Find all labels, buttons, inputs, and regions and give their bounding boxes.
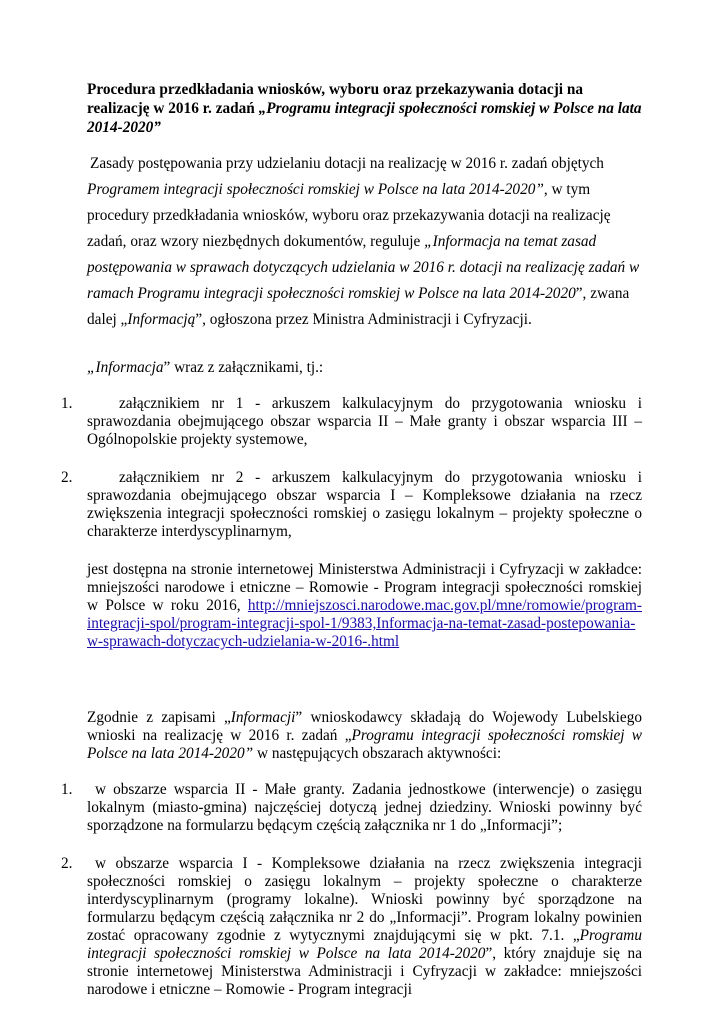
para2-program-name: Programu integracji społeczności romskiej w Polsce na lata 2014-2020” bbox=[87, 727, 643, 762]
intro-informacja-short: Informacją bbox=[127, 311, 196, 328]
list-item-text: w obszarze wsparcia I - Kompleksowe działania na rzecz zwiększenia integracji społeczności romskiej o zasięgu lokalnym – projekty społeczne o charakterze interdyscyplinarnym (programy lokalne). Wnioski powinny być sporządzone na formularzu będącym częścią załącznika nr 2 do „Informacji”. Program lokalny powinien zostać opracowany zgodnie z wytycznymi znajdującymi się w pkt. 7.1. „ bbox=[87, 855, 642, 944]
list-number: 2. bbox=[61, 469, 73, 486]
intro-text-2: , w tym procedury przedkładania wniosków, wyboru oraz przekazywania dotacji na realizację zadań, oraz wzory niezbędnych dokumentów, reguluje bbox=[87, 181, 611, 250]
para2-informacji: Informacji bbox=[230, 709, 296, 726]
intro-text-3: ”, zwana dalej „ bbox=[87, 285, 630, 328]
availability-text: jest dostępna na stronie internetowej Ministerstwa Administracji i Cyfryzacji w zakładce: mniejszości narodowe i etniczne – Romowie - Program integracji społeczności romskiej w Polsce w roku 2016, bbox=[87, 561, 642, 614]
intro-informacja-title: „Informacja na temat zasad postępowania w sprawach dotyczących udzielania w 2016 r. dotacji na realizację zadań w ramach Programu integracji społeczności romskiej w Polsce na lata 2014-2020 bbox=[87, 233, 640, 302]
attachments-list bbox=[61, 395, 642, 541]
title-program-name: „Programu integracji społeczności romskiej w Polsce na lata 2014-2020” bbox=[87, 100, 642, 136]
list-item-text: załącznikiem nr 1 - arkuszem kalkulacyjnym do przygotowania wniosku i sprawozdania obejmującego obszar wsparcia II – Małe granty i obszar wsparcia III – Ogólnopolskie projekty systemowe, bbox=[87, 395, 642, 448]
list-item-program-name: Programu integracji społeczności romskiej w Polsce na lata 2014-2020 bbox=[87, 927, 642, 962]
para2-text-2: ” wnioskodawcy składają do Wojewody Lubelskiego wnioski na realizację w 2016 r. zadań „ bbox=[87, 709, 642, 744]
intro-text-1: Zasady postępowania przy udzielaniu dotacji na realizację w 2016 r. zadań objętych bbox=[90, 155, 604, 172]
info-line bbox=[87, 359, 642, 377]
intro-paragraph bbox=[87, 151, 642, 333]
info-line-name: „Informacja bbox=[87, 359, 164, 376]
list-item bbox=[61, 781, 642, 835]
informacja-link[interactable]: http://mniejszosci.narodowe.mac.gov.pl/mne/romowie/program-integracji-spol/program-integracji-spol-1/9383,Informacja-na-temat-zasad-postepowania-w-sprawach-dotyczacych-udzielania-w-2016-.html bbox=[87, 597, 642, 650]
support-areas-list bbox=[61, 781, 642, 999]
submission-paragraph bbox=[87, 709, 642, 763]
list-number: 1. bbox=[61, 781, 73, 798]
list-item-text: załącznikiem nr 2 - arkuszem kalkulacyjnym do przygotowania wniosku i sprawozdania obejmującego obszar wsparcia I – Kompleksowe działania na rzecz zwiększenia integracji społeczności romskiej o zasięgu lokalnym – projekty społeczne o charakterze interdyscyplinarnym, bbox=[87, 469, 642, 540]
intro-program-name: Programem integracji społeczności romskiej w Polsce na lata 2014-2020” bbox=[87, 181, 544, 198]
list-item bbox=[61, 395, 642, 449]
list-item-text: w obszarze wsparcia II - Małe granty. Zadania jednostkowe (interwencje) o zasięgu lokalnym (miasto-gmina) najczęściej dotyczą jednej dziedziny. Wnioski powinny być sporządzone na formularzu będącym częścią załącznika nr 1 do „Informacji”; bbox=[87, 781, 642, 834]
intro-text-4: ”, ogłoszona przez Ministra Administracji i Cyfryzacji. bbox=[195, 311, 532, 328]
availability-paragraph bbox=[87, 561, 642, 651]
list-number: 2. bbox=[61, 855, 73, 872]
list-number: 1. bbox=[61, 395, 73, 412]
list-item-text-end: ”, który znajduje się na stronie internetowej Ministerstwa Administracji i Cyfryzacji w zakładce: mniejszości narodowe i etniczne – Romowie - Program integracji bbox=[87, 945, 642, 998]
document-title bbox=[87, 80, 642, 137]
para2-text-1: Zgodnie z zapisami „ bbox=[87, 709, 231, 726]
list-item bbox=[61, 855, 642, 999]
para2-text-3: w następujących obszarach aktywności: bbox=[253, 745, 502, 762]
info-line-text: ” wraz z załącznikami, tj.: bbox=[163, 359, 324, 376]
title-text: Procedura przedkładania wniosków, wyboru oraz przekazywania dotacji na realizację w 2016 r. zadań bbox=[87, 81, 584, 117]
list-item bbox=[61, 469, 642, 541]
